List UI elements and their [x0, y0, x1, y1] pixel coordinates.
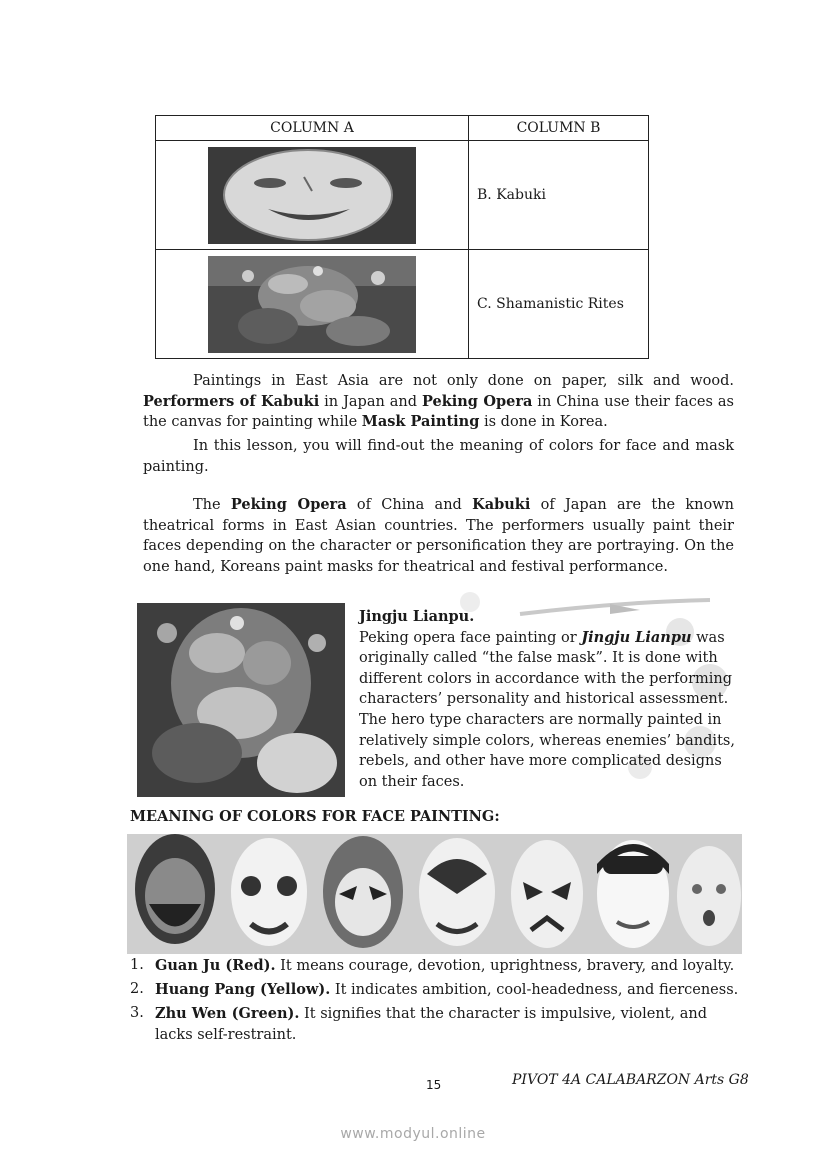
- footer-title: PIVOT 4A CALABARZON Arts G8: [512, 1072, 749, 1088]
- mask-2: [231, 838, 307, 946]
- colors-heading: MEANING OF COLORS FOR FACE PAINTING:: [130, 808, 500, 825]
- table-image-cell: [156, 250, 469, 359]
- table-row: [156, 141, 649, 250]
- table-label-cell: B. Kabuki: [469, 141, 649, 250]
- jingju-section: [359, 607, 740, 792]
- matching-table: [155, 115, 649, 359]
- list-item: 1. Guan Ju (Red). It means courage, devotion, uprightness, bravery, and loyalty.: [130, 957, 735, 974]
- intro-paragraph-2: In this lesson, you will find-out the meaning of colors for face and mask painting.: [143, 438, 734, 475]
- table-row: [156, 250, 649, 359]
- jingju-title: Jingju Lianpu.: [359, 608, 475, 625]
- mask-1: [135, 834, 215, 944]
- shaman-photo: [208, 256, 416, 353]
- intro-paragraph-1: Paintings in East Asia are not only done on paper, silk and wood. Performers of Kabuki in Japan and Peking Opera in China use their faces as the canvas for painting while Mask Painting is done in Korea.: [143, 373, 734, 431]
- mask-6: [597, 840, 669, 948]
- mask-4: [419, 838, 495, 946]
- list-item: 2. Huang Pang (Yellow). It indicates ambition, cool-headedness, and fierceness.: [130, 981, 739, 998]
- white-mask-photo: [208, 147, 416, 244]
- watermark: www.modyul.online: [340, 1126, 486, 1142]
- mask-3: [323, 836, 403, 948]
- mask-5: [511, 840, 583, 948]
- column-b-header: COLUMN B: [469, 116, 649, 141]
- intro-paragraph-3: The Peking Opera of China and Kabuki of Japan are the known theatrical forms in East Asian countries. The performers usually paint their faces depending on the character or personification they are portraying. On the one hand, Koreans paint masks for theatrical and festival performance.: [143, 496, 735, 575]
- opera-masks-image: [127, 834, 742, 954]
- column-a-header: COLUMN A: [156, 116, 469, 141]
- page-number: 15: [426, 1078, 442, 1092]
- table-image-cell: [156, 141, 469, 250]
- jingju-text: Peking opera face painting or Jingju Lianpu was originally called “the false mask”. It is done with different colors in accordance with the performing characters’ personality and historical assessment. The hero type characters are normally painted in relatively simple colors, whereas enemies’ bandits, rebels, and other have more complicated designs on their faces.: [359, 628, 735, 790]
- table-label-cell: C. Shamanistic Rites: [469, 250, 649, 359]
- colors-list: [130, 955, 742, 1048]
- peking-opera-photo: [137, 603, 345, 797]
- mask-7: [677, 846, 741, 946]
- list-item: 3. Zhu Wen (Green). It signifies that the character is impulsive, violent, and lacks self-restraint.: [130, 1005, 708, 1043]
